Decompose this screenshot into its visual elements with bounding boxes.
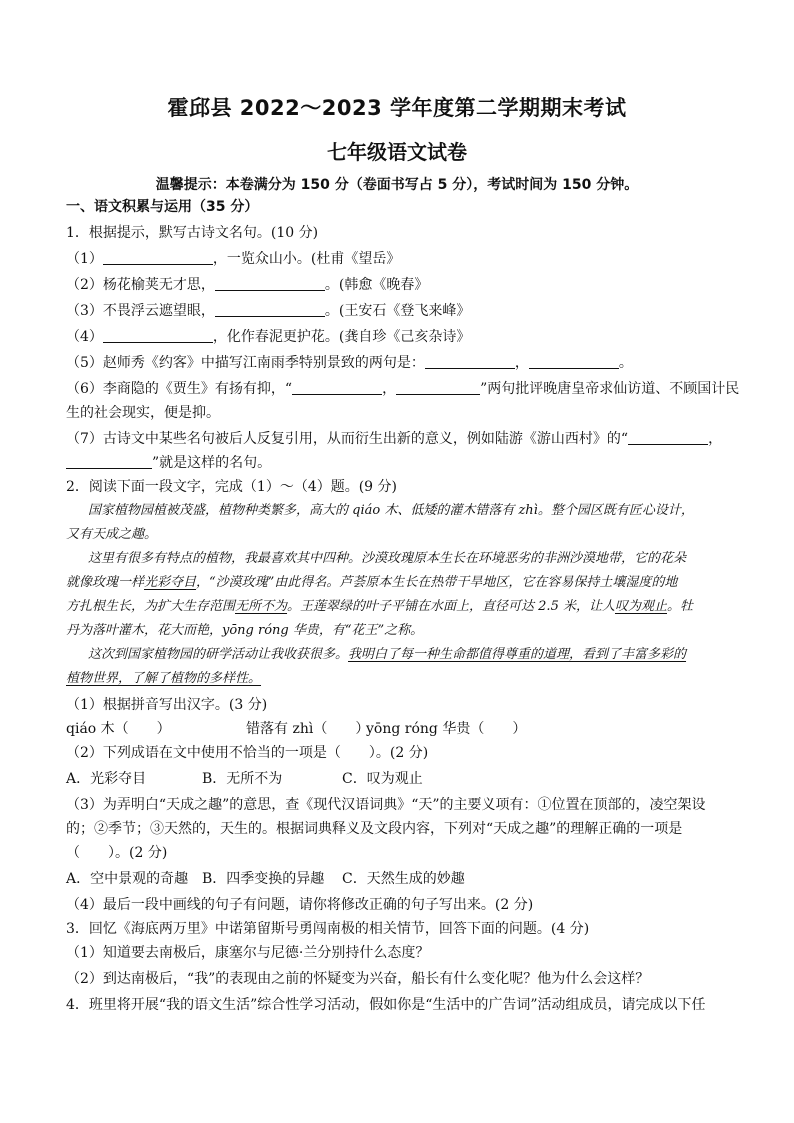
passage-p1b: 又有天成之趣。 — [66, 527, 158, 542]
answer-blank — [103, 250, 213, 265]
q3-stem: 3．回忆《海底两万里》中诺第留斯号勇闯南极的相关情节，回答下面的问题。(4 分) — [66, 921, 590, 937]
q1-item-6-cont: 生的社会现实，便是抑。 — [66, 405, 220, 421]
q2-sub1-stem: （1）根据拼音写出汉字。(3 分) — [66, 697, 268, 713]
q2-sub3-line1: （3）为弄明白“天成之趣”的意思，查《现代汉语词典》“天”的主要义项有：①位置在顶部的，凌空架设 — [66, 797, 706, 813]
q2-sub1-items: qiáo 木（ ） 错落有 zhì（ ）yōng róng 华贵（ ） — [66, 721, 527, 737]
underlined-idiom: 无所不为 — [235, 599, 288, 614]
q2-sub2-options: A．光彩夺目 B．无所不为 C．叹为观止 — [66, 771, 423, 787]
q2-sub3-options: A．空中景观的奇趣 B．四季变换的异趣 C．天然生成的妙趣 — [66, 871, 465, 887]
answer-blank — [628, 430, 708, 445]
answer-blank — [396, 380, 480, 395]
answer-blank — [215, 302, 325, 317]
exam-tip: 温馨提示：本卷满分为 150 分（卷面书写占 5 分），考试时间为 150 分钟。 — [155, 177, 639, 193]
passage-p2c: 方扎根生长，为扩大生存范围无所不为。王莲翠绿的叶子平铺在水面上，直径可达 2.5 米，让人叹为观止。牡 — [66, 599, 694, 614]
answer-blank — [529, 354, 619, 369]
q1-item-7: （7）古诗文中某些名句被后人反复引用，从而衍生出新的意义，例如陆游《游山西村》的“ ， — [66, 431, 723, 447]
passage-p2a: 这里有很多有特点的植物，我最喜欢其中四种。沙漠玫瑰原本生长在环境恶劣的非洲沙漠地带，它的花朵 — [88, 551, 687, 566]
answer-blank — [215, 276, 325, 291]
exam-title: 霍邱县 2022～2023 学年度第二学期期末考试 — [167, 96, 627, 120]
q4-stem: 4．班里将开展“我的语文生活”综合性学习活动，假如你是“生活中的广告词”活动组成员，请完成以下任 — [66, 997, 706, 1013]
q2-sub3-line2: 的；②季节；③天然的，天生的。根据词典释义及文段内容，下列对“天成之趣”的理解正确的一项是 — [66, 821, 683, 837]
answer-blank — [66, 454, 152, 469]
q1-item-3: （3）不畏浮云遮望眼， 。(王安石《登飞来峰》 — [66, 303, 471, 319]
underlined-sentence: 我明白了每一种生命都值得尊重的道理，看到了丰富多彩的 — [348, 647, 687, 662]
underlined-idiom: 光彩夺目 — [144, 575, 197, 590]
q2-sub4-stem: （4）最后一段中画线的句子有问题，请你将修改正确的句子写出来。(2 分) — [66, 897, 534, 913]
q1-item-5: （5）赵师秀《约客》中描写江南雨季特别景致的两句是： ， 。 — [66, 355, 633, 371]
q3-sub2: （2）到达南极后，“我”的表现由之前的怀疑变为兴奋，船长有什么变化呢？他为什么会这样？ — [66, 971, 650, 987]
q1-item-2: （2）杨花榆荚无才思， 。(韩愈《晚春》 — [66, 277, 429, 293]
passage-p3b — [66, 668, 746, 690]
answer-blank — [425, 354, 515, 369]
q1-item-4: （4） ，化作春泥更护花。(龚自珍《己亥杂诗》 — [66, 329, 471, 345]
q1-item-1: （1） ，一览众山小。(杜甫《望岳》 — [66, 251, 401, 267]
exam-subtitle: 七年级语文试卷 — [327, 140, 467, 164]
passage-p2b: 就像玫瑰一样光彩夺目，“沙漠玫瑰”由此得名。芦荟原本生长在热带干旱地区，它在容易保持土壤湿度的地 — [66, 575, 678, 590]
underlined-sentence: 植物世界，了解了植物的多样性。 — [66, 671, 262, 686]
q1-stem: 1．根据提示，默写古诗文名句。(10 分) — [66, 225, 319, 241]
q2-sub2-stem: （2）下列成语在文中使用不恰当的一项是（ ）。(2 分) — [66, 745, 429, 761]
q3-sub1: （1）知道要去南极后，康塞尔与尼德·兰分别持什么态度？ — [66, 945, 430, 961]
q2-stem: 2．阅读下面一段文字，完成（1）～（4）题。(9 分) — [66, 479, 398, 495]
section-heading: 一、语文积累与运用（35 分） — [66, 199, 259, 215]
answer-blank — [292, 380, 382, 395]
q1-item-7-cont: ”就是这样的名句。 — [66, 452, 746, 474]
passage-p3a: 这次到国家植物园的研学活动让我收获很多。我明白了每一种生命都值得尊重的道理，看到了丰富多彩的 — [88, 647, 687, 662]
passage-p1a: 国家植物园植被茂盛，植物种类繁多，高大的 qiáo 木、低矮的灌木错落有 zhì。整个园区既有匠心设计， — [88, 503, 694, 518]
underlined-idiom: 叹为观止 — [614, 599, 667, 614]
q2-sub3-line3: （ ）。(2 分) — [66, 845, 168, 861]
q1-item-6: （6）李商隐的《贾生》有扬有抑，“ ， ”两句批评晚唐皇帝求仙访道、不顾国计民 — [66, 381, 740, 397]
passage-p2d: 丹为落叶灌木，花大而艳，yōng róng 华贵，有“花王”之称。 — [66, 623, 424, 638]
answer-blank — [103, 328, 213, 343]
